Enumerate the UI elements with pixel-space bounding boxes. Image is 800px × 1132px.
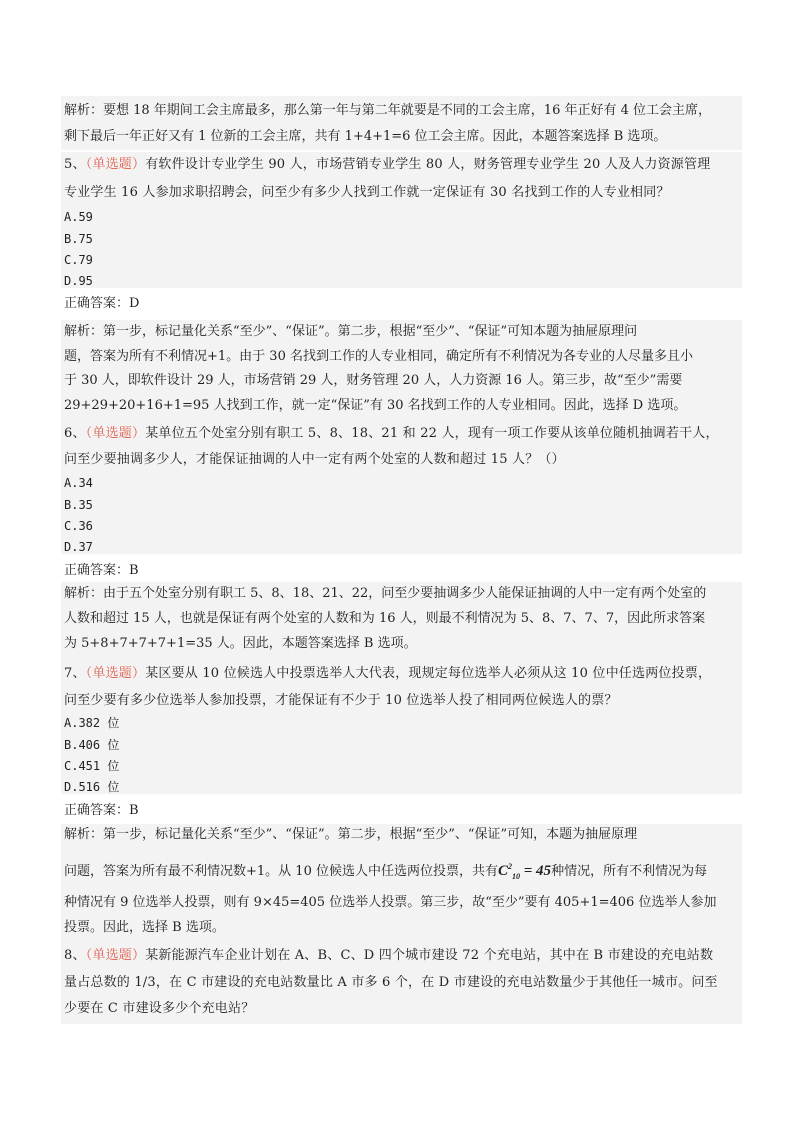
q8-stem-line	[64, 946, 713, 966]
q6-analysis-line: 为 5+8+7+7+7+1=35 人。因此，本题答案选择 B 选项。	[64, 636, 417, 651]
q4-analysis-line: 解析：要想 18 年期间工会主席最多，那么第一年与第二年就要是不同的工会主席，16 年正好有 4 位工会主席，	[64, 103, 712, 118]
q4-analysis-line: 剩下最后一年正好又有 1 位新的工会主席，共有 1+4+1=6 位工会主席。因此，本题答案选择 B 选项。	[64, 129, 667, 144]
q5-option-c: C.79	[64, 253, 93, 267]
q7-analysis-line	[64, 857, 707, 887]
q7-option-d: D.516 位	[64, 780, 120, 794]
q7-number: 7、	[64, 666, 86, 681]
q6-stem-text: 某单位五个处室分别有职工 5、8、18、21 和 22 人，现有一项工作要从该单位随机抽调若干人，	[145, 426, 719, 441]
combination-formula	[498, 863, 551, 879]
q7-stem-line	[64, 664, 711, 684]
formula-result: = 45	[523, 863, 552, 879]
q7-correct-answer: 正确答案：B	[64, 803, 139, 818]
q6-stem-line: 问至少要抽调多少人，才能保证抽调的人中一定有两个处室的人数和超过 15 人？（）	[64, 452, 565, 467]
q6-option-c: C.36	[64, 519, 93, 533]
q5-number: 5、	[64, 157, 86, 172]
q7-type-tag: （单选题）	[85, 666, 146, 681]
formula-superscript: 2	[508, 862, 512, 871]
formula-symbol: C	[497, 863, 508, 879]
q5-stem-line	[64, 155, 710, 175]
q8-number: 8、	[64, 948, 86, 963]
q6-stem-line	[64, 424, 719, 444]
q7-analysis-text: 种情况，所有不利情况为每	[551, 864, 708, 879]
q8-stem-line: 量占总数的 1/3，在 C 市建设的充电站数量比 A 市多 6 个，在 D 市建设的充电站数量少于其他任一城市。问至	[64, 975, 718, 990]
q8-type-tag: （单选题）	[85, 948, 146, 963]
q7-analysis-line: 解析：第一步，标记量化关系“至少”、“保证”。第二步，根据“至少”、“保证”可知，本题为抽屉原理	[64, 827, 638, 842]
q7-analysis-line: 投票。因此，选择 B 选项。	[64, 920, 225, 935]
q5-option-d: D.95	[64, 274, 93, 288]
q7-option-c: C.451 位	[64, 759, 120, 773]
q7-analysis-line: 种情况有 9 位选举人投票，则有 9×45=405 位选举人投票。第三步，故“至少”要有 405+1=406 位选举人参加	[64, 895, 717, 910]
q5-analysis-line: 题，答案为所有不利情况+1。由于 30 名找到工作的人专业相同，确定所有不利情况为各专业的人尽量多且小	[64, 349, 693, 364]
q8-stem-text: 某新能源汽车企业计划在 A、B、C、D 四个城市建设 72 个充电站，其中在 B 市建设的充电站数	[145, 948, 714, 963]
q8-stem-line: 少要在 C 市建设多少个充电站？	[64, 1001, 255, 1016]
q5-option-b: B.75	[64, 232, 93, 246]
q6-option-b: B.35	[64, 498, 93, 512]
q7-option-b: B.406 位	[64, 738, 120, 752]
q6-option-a: A.34	[64, 476, 93, 490]
q5-analysis-line: 解析：第一步，标记量化关系“至少”、“保证”。第二步，根据“至少”、“保证”可知本题为抽屉原理问	[64, 324, 638, 339]
q6-correct-answer: 正确答案：B	[64, 563, 139, 578]
q5-stem-line: 专业学生 16 人参加求职招聘会，问至少有多少人找到工作就一定保证有 30 名找到工作的人专业相同？	[64, 185, 670, 200]
q7-analysis-text: 问题，答案为所有最不利情况数+1。从 10 位候选人中任选两位投票，共有	[64, 864, 498, 879]
q5-type-tag: （单选题）	[85, 157, 146, 172]
formula-subscript: 10	[512, 872, 520, 881]
q6-option-d: D.37	[64, 540, 93, 554]
q6-type-tag: （单选题）	[85, 426, 146, 441]
q7-stem-line: 问至少要有多少位选举人参加投票，才能保证有不少于 10 位选举人投了相同两位候选人的票？	[64, 693, 618, 708]
q5-analysis-line: 29+29+20+16+1=95 人找到工作，就一定“保证”有 30 名找到工作的人专业相同。因此，选择 D 选项。	[64, 398, 687, 413]
q5-option-a: A.59	[64, 210, 93, 224]
q5-correct-answer: 正确答案：D	[64, 296, 140, 311]
q7-option-a: A.382 位	[64, 716, 120, 730]
q6-number: 6、	[64, 426, 86, 441]
q7-stem-text: 某区要从 10 位候选人中投票选举人大代表，现规定每位选举人必须从这 10 位中任选两位投票，	[145, 666, 712, 681]
q6-analysis-line: 人数和超过 15 人，也就是保证有两个处室的人数和为 16 人，则最不利情况为 5、8、7、7、7，因此所求答案	[64, 611, 706, 626]
q5-analysis-line: 于 30 人，即软件设计 29 人，市场营销 29 人，财务管理 20 人，人力资源 16 人。第三步，故“至少”需要	[64, 373, 683, 388]
q6-analysis-line: 解析：由于五个处室分别有职工 5、8、18、21、22，问至少要抽调多少人能保证抽调的人中一定有两个处室的	[64, 586, 707, 601]
q5-stem-text: 有软件设计专业学生 90 人，市场营销专业学生 80 人，财务管理专业学生 20 人及人力资源管理	[145, 157, 711, 172]
